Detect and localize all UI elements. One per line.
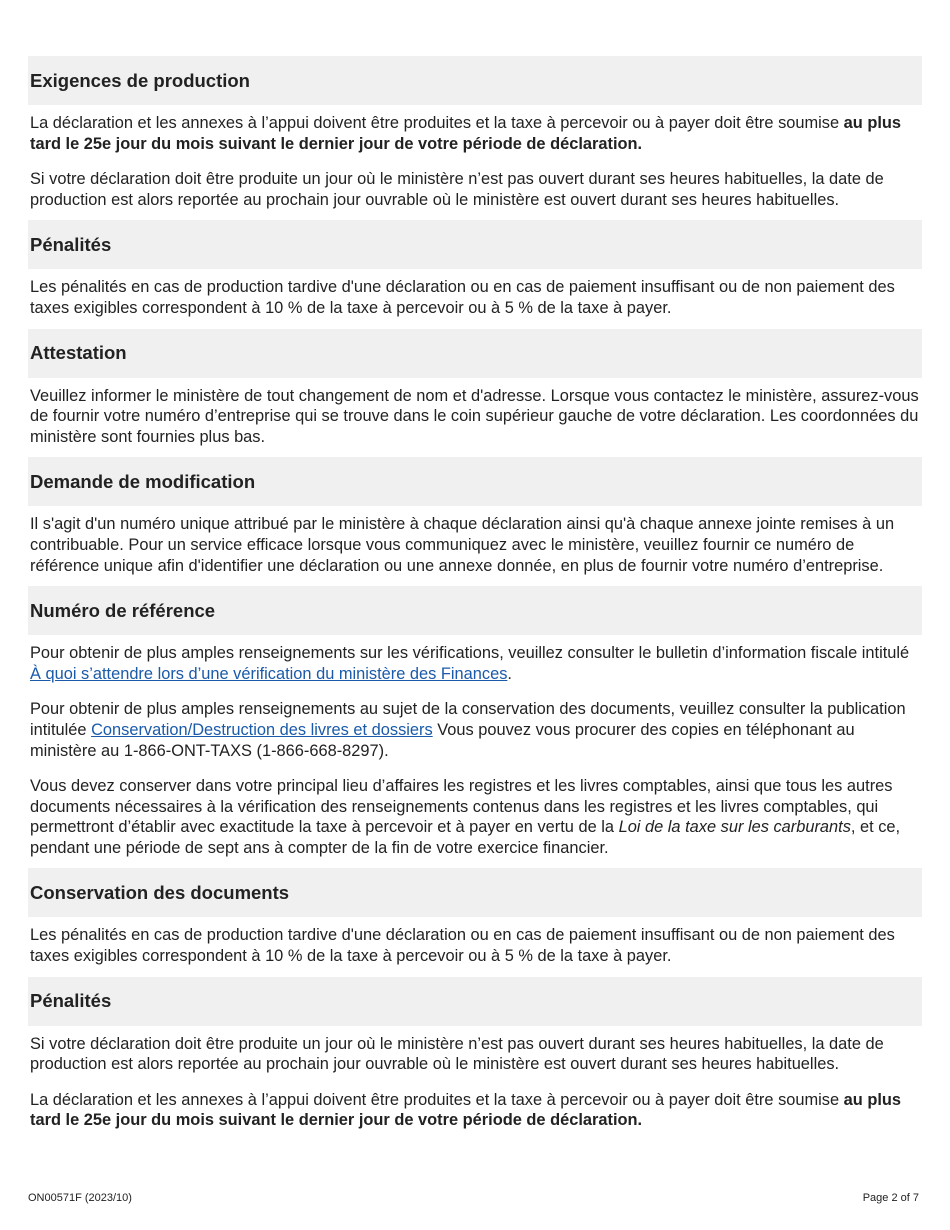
section-header-conservation [28, 868, 922, 917]
paragraph: Veuillez informer le ministère de tout changement de nom et d'adresse. Lorsque vous contactez le ministère, assurez-vous de fournir votre numéro d’entreprise qui se trouve dans le coin supérieur gauche de votre déclaration. Les coordonnées du ministère sont fournies plus bas. [30, 386, 919, 446]
form-code: ON00571F (2023/10) [28, 1192, 132, 1204]
section-header-penalites-2 [28, 977, 922, 1026]
section-title: Exigences de production [30, 69, 250, 91]
section-header-numero-reference [28, 586, 922, 635]
paragraph-text: La déclaration et les annexes à l’appui doivent être produites et la taxe à percevoir ou à payer doit être soumise [30, 1090, 844, 1109]
paragraph-text: , et ce, pendant une période de sept ans à compter de la fin de votre exercice financier. [30, 818, 901, 857]
link-conservation-destruction[interactable]: Conservation/Destruction des livres et dossiers [91, 720, 433, 739]
paragraph [28, 699, 922, 761]
page-number: Page 2 of 7 [862, 1192, 919, 1204]
document-body [28, 56, 922, 1131]
paragraph [28, 113, 922, 154]
section-title: Attestation [30, 342, 127, 364]
link-verification-bulletin[interactable]: À quoi s’attendre lors d’une vérification du ministère des Finances [30, 664, 508, 683]
paragraph-text: Vous devez conserver dans votre principal lieu d’affaires les registres et les livres comptables, ainsi que tous les autres documents nécessaires à la vérification des renseignements contenus dans les registres et les livres comptables, qui permettront d’établir avec exactitude la taxe à percevoir et à payer en vertu de la [30, 777, 893, 837]
paragraph: Les pénalités en cas de production tardive d'une déclaration ou en cas de paiement insuffisant ou de non paiement des taxes exigibles correspondent à 10 % de la taxe à percevoir ou à 5 % de la taxe à payer. [30, 926, 895, 966]
paragraph [28, 643, 922, 684]
section-title: Demande de modification [30, 470, 256, 492]
section-header-attestation [28, 329, 922, 378]
paragraph: Si votre déclaration doit être produite un jour où le ministère n’est pas ouvert durant ses heures habituelles, la date de production est alors reportée au prochain jour ouvrable où le ministère est ouvert durant ses heures habituelles. [30, 170, 884, 209]
section-title: Pénalités [30, 990, 112, 1012]
paragraph-text: Vous pouvez vous procurer des copies en téléphonant au ministère au 1-866-ONT-TAXS (1-866-668-8297). [30, 720, 855, 760]
section-title: Pénalités [30, 233, 112, 255]
paragraph [28, 1090, 922, 1131]
paragraph: Si votre déclaration doit être produite un jour où le ministère n’est pas ouvert durant ses heures habituelles, la date de production est alors reportée au prochain jour ouvrable où le ministère est ouvert durant ses heures habituelles. [30, 1034, 884, 1074]
section-header-demande-modification [28, 457, 922, 506]
paragraph-bold-text: au plus tard le 25e jour du mois suivant le dernier jour de votre période de déclaration. [30, 114, 902, 153]
paragraph-text: . [507, 664, 512, 683]
paragraph-bold-text: au plus tard le 25e jour du mois suivant le dernier jour de votre période de déclaration. [30, 1090, 902, 1130]
paragraph: Les pénalités en cas de production tardive d'une déclaration ou en cas de paiement insuffisant ou de non paiement des taxes exigibles correspondent à 10 % de la taxe à percevoir ou à 5 % de la taxe à payer. [30, 278, 895, 317]
section-title: Numéro de référence [30, 599, 216, 621]
section-title: Conservation des documents [30, 881, 290, 903]
paragraph: Il s'agit d'un numéro unique attribué par le ministère à chaque déclaration ainsi qu'à chaque annexe jointe remises à un contribuable. Pour un service efficace lorsque vous communiquez avec le ministère, veuillez fournir ce numéro de référence unique afin d'identifier une déclaration ou une annexe donnée, en plus de fournir votre numéro d’entreprise. [30, 515, 895, 575]
paragraph [28, 776, 922, 858]
paragraph-text: Pour obtenir de plus amples renseignements sur les vérifications, veuillez consulter le bulletin d’information fiscale intitulé [30, 644, 910, 663]
paragraph-text: Pour obtenir de plus amples renseignements au sujet de la conservation des documents, veuillez consulter la publication intitulée [30, 700, 906, 739]
section-header-penalites [28, 220, 922, 269]
paragraph-italic-text: Loi de la taxe sur les carburants [618, 818, 851, 837]
section-header-exigences [28, 56, 922, 105]
paragraph-text: La déclaration et les annexes à l’appui doivent être produites et la taxe à percevoir ou à payer doit être soumise [30, 114, 844, 132]
